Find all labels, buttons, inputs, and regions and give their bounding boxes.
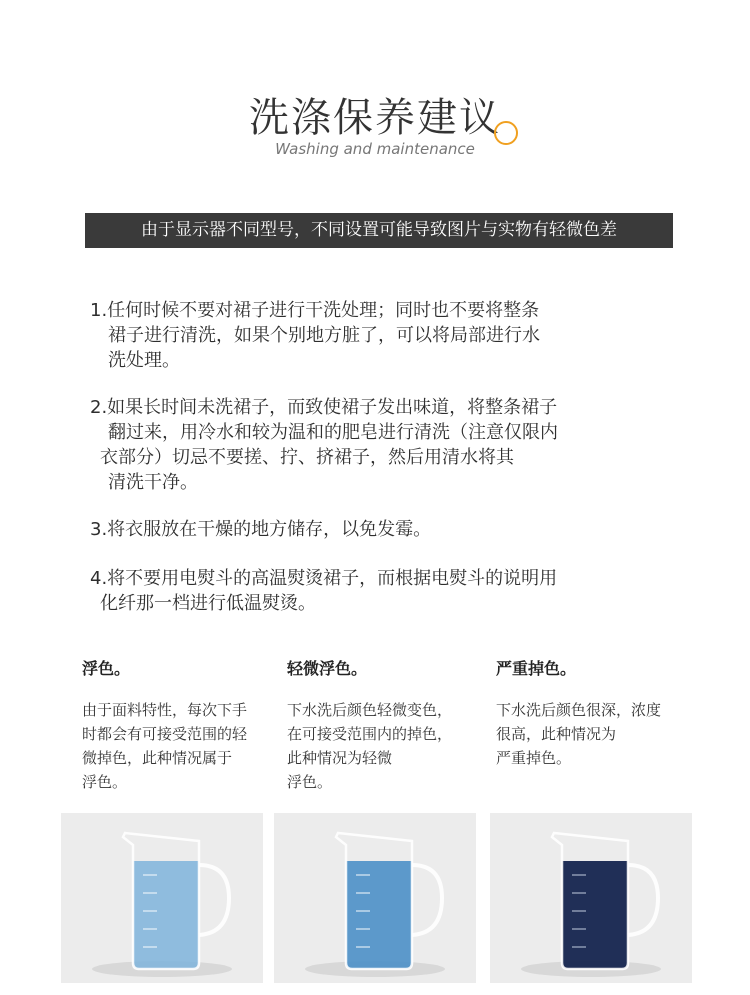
- tip-line: 清洗干净。: [108, 472, 198, 493]
- fading-column-light: [82, 656, 282, 794]
- fading-description: [287, 698, 487, 794]
- fading-column-severe: [496, 656, 696, 770]
- fading-description: [82, 698, 282, 794]
- tip-1: [90, 298, 650, 373]
- fading-description: [496, 698, 696, 770]
- description-line: 时都会有可接受范围的轻: [82, 725, 248, 743]
- tip-line: 3.将衣服放在干燥的地方储存，以免发霉。: [90, 519, 432, 540]
- page-subtitle: Washing and maintenance: [275, 140, 475, 158]
- tip-4: [90, 566, 650, 616]
- tip-line: 衣部分）切忌不要搓、拧、挤裙子，然后用清水将其: [100, 447, 514, 468]
- tip-3: [90, 517, 650, 542]
- fading-column-slight: [287, 656, 487, 794]
- description-line: 很高，此种情况为: [496, 725, 617, 743]
- tip-line: 翻过来，用冷水和较为温和的肥皂进行清洗（注意仅限内: [108, 422, 558, 443]
- description-line: 微掉色，此种情况属于: [82, 749, 233, 767]
- beaker-photo-light: [61, 813, 263, 983]
- tip-2: [90, 395, 650, 495]
- description-line: 在可接受范围内的掉色，: [287, 725, 453, 743]
- color-notice-banner: 由于显示器不同型号，不同设置可能导致图片与实物有轻微色差: [85, 213, 673, 248]
- description-line: 由于面料特性，每次下手: [82, 701, 248, 719]
- description-line: 下水洗后颜色轻微变色，: [287, 701, 453, 719]
- fading-heading: 严重掉色。: [496, 659, 577, 678]
- description-line: 浮色。: [287, 773, 333, 791]
- tip-line: 2.如果长时间未洗裙子，而致使裙子发出味道，将整条裙子: [90, 397, 558, 418]
- tip-line: 洗处理。: [108, 350, 180, 371]
- beaker-photo-severe: [490, 813, 692, 983]
- beaker-photo-slight: [274, 813, 476, 983]
- tip-line: 1.任何时候不要对裙子进行干洗处理；同时也不要将整条: [90, 300, 540, 321]
- description-line: 下水洗后颜色很深，浓度: [496, 701, 662, 719]
- tip-line: 4.将不要用电熨斗的高温熨烫裙子，而根据电熨斗的说明用: [90, 568, 558, 589]
- fading-heading: 轻微浮色。: [287, 659, 368, 678]
- description-line: 严重掉色。: [496, 749, 572, 767]
- page-title: 洗涤保养建议: [249, 95, 501, 141]
- description-line: 此种情况为轻微: [287, 749, 393, 767]
- tip-line: 化纤那一档进行低温熨烫。: [100, 593, 316, 614]
- fading-heading: 浮色。: [82, 659, 131, 678]
- description-line: 浮色。: [82, 773, 128, 791]
- tip-line: 裙子进行清洗，如果个别地方脏了，可以将局部进行水: [108, 325, 540, 346]
